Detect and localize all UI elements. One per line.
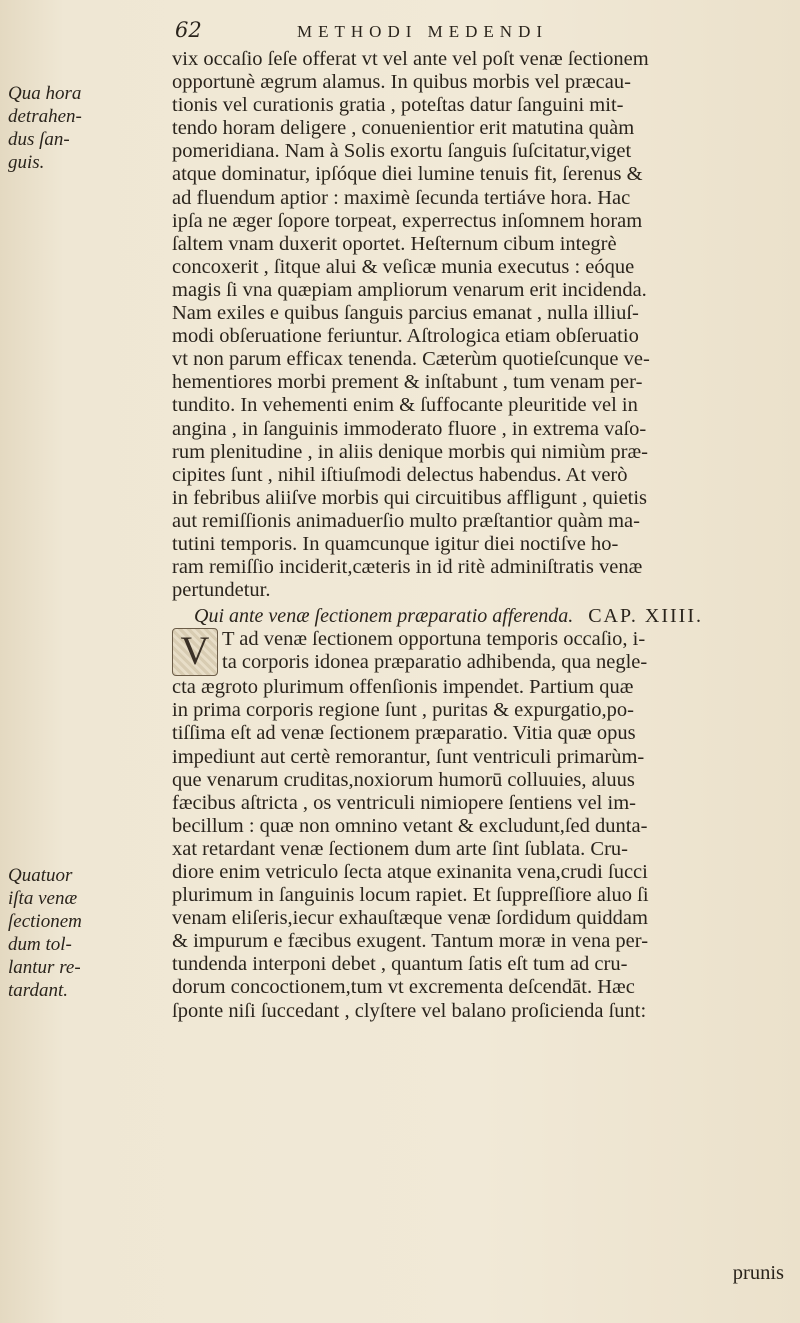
margin-note-line: dus ſan- bbox=[8, 129, 70, 151]
text-line: T ad venæ ſectionem opportuna temporis occaſio, i- bbox=[222, 628, 646, 651]
text-line: in febribus aliiſve morbis qui circuitibus affligunt , quietis bbox=[172, 486, 648, 509]
text-line: ipſa ne æger ſopore torpeat, experrectus inſomnem horam bbox=[172, 209, 643, 232]
text-line: impediunt aut certè remorantur, ſunt ventriculi primarùm- bbox=[172, 745, 645, 768]
margin-note-line: dum tol- bbox=[8, 934, 72, 956]
text-line: modi obſeruatione feriuntur. Aſtrologica etiam obſeruatio bbox=[172, 325, 639, 348]
text-line: ad fluendum aptior : maximè ſecunda tertiáve hora. Hac bbox=[172, 186, 631, 209]
text-line: aut remiſſionis animaduerſio multo præſtantior quàm ma- bbox=[172, 509, 640, 532]
text-line: plurimum in ſanguinis locum rapiet. Et ſuppreſſiore aluo ſi bbox=[172, 884, 649, 907]
text-line: cipites ſunt , nihil iſtiuſmodi delectus habendus. At verò bbox=[172, 463, 628, 486]
opening-lines bbox=[222, 628, 647, 676]
paragraph-1 bbox=[172, 48, 792, 602]
text-line: vix occaſio ſeſe offerat vt vel ante vel poſt venæ ſectionem bbox=[172, 48, 649, 70]
text-line: angina , in ſanguinis immoderato fluore , in extrema vaſo- bbox=[172, 417, 647, 440]
text-line: in prima corporis regione ſunt , puritas & expurgatio,po- bbox=[172, 699, 634, 722]
text-line: que venarum cruditas,noxiorum humorū colluuies, aluus bbox=[172, 768, 635, 791]
margin-note-line: Quatuor bbox=[8, 865, 73, 886]
text-line: pomeridiana. Nam à Solis exortu ſanguis ſuſcitatur,viget bbox=[172, 140, 632, 163]
chapter-title: Qui ante venæ ſectionem præparatio afferenda. bbox=[194, 605, 574, 628]
text-line: magis ſi vna quæpiam ampliorum venarum erit incidenda. bbox=[172, 278, 647, 301]
paragraph-2 bbox=[172, 676, 792, 1022]
page-number: 62 bbox=[175, 18, 202, 42]
margin-note-line: lantur re- bbox=[8, 957, 81, 979]
text-line: atque dominatur, ipſóque diei lumine tenuis fit, ſerenus & bbox=[172, 163, 643, 186]
text-line: tionis vel curationis gratia , poteſtas datur ſanguini mit- bbox=[172, 94, 624, 117]
text-line: tendo horam deligere , conuenientior erit matutina quàm bbox=[172, 117, 635, 140]
text-line: venam eliſeris,iecur exhauſtæque venæ ſordidum quiddam bbox=[172, 907, 648, 930]
text-line: opportunè ægrum alamus. In quibus morbis vel præcau- bbox=[172, 71, 631, 94]
catchword: prunis bbox=[732, 1262, 784, 1284]
text-line: & impurum e fæcibus exugent. Tantum moræ in vena per- bbox=[172, 930, 649, 953]
text-line: ſponte niſi ſuccedant , clyſtere vel balano proſicienda ſunt: bbox=[172, 999, 647, 1022]
text-line: ta corporis idonea præparatio adhibenda, qua negle- bbox=[222, 651, 648, 674]
margin-note-line: guis. bbox=[8, 152, 45, 174]
margin-note-line: iſta venæ bbox=[8, 888, 78, 910]
margin-note-line: tardant. bbox=[8, 980, 68, 1002]
margin-note-line: ſectionem bbox=[8, 911, 82, 933]
text-line: tundito. In vehementi enim & ſuffocante pleuritide vel in bbox=[172, 394, 638, 417]
margin-note-bloodletting-hour bbox=[8, 82, 173, 174]
text-line: diore enim vetriculo ſecta atque exinanita vena,crudi ſucci bbox=[172, 861, 648, 883]
text-line: rum plenitudine , in aliis denique morbis qui nimiùm præ- bbox=[172, 440, 649, 463]
decorated-initial: V bbox=[172, 628, 218, 676]
text-line: ram remiſſio inciderit,cæteris in id ritè adminiſtratis venæ bbox=[172, 556, 643, 579]
margin-note-four-impediments bbox=[8, 864, 173, 1003]
margin-note-line: detrahen- bbox=[8, 106, 82, 128]
text-line: dorum concoctionem,tum vt excrementa deſcendāt. Hæc bbox=[172, 976, 635, 999]
main-text bbox=[172, 48, 792, 1023]
text-line: pertundetur. bbox=[172, 579, 271, 602]
text-line: xat retardant venæ ſectionem dum arte ſint ſublata. Cru- bbox=[172, 837, 628, 860]
text-line: hementiores morbi prement & inſtabunt , tum venam per- bbox=[172, 371, 643, 394]
text-line: ſaltem vnam duxerit oportet. Heſternum cibum integrè bbox=[172, 232, 617, 255]
text-line: fæcibus aſtricta , os ventriculi nimiopere ſentiens vel im- bbox=[172, 791, 636, 814]
text-line: vt non parum efficax tenenda. Cæterùm quotieſcunque ve- bbox=[172, 348, 650, 371]
chapter-number: CAP. XIIII. bbox=[588, 605, 703, 628]
running-title: METHODI MEDENDI bbox=[297, 22, 549, 41]
text-line: tiſſima eſt ad venæ ſectionem præparatio. Vitia quæ opus bbox=[172, 722, 636, 745]
chapter-heading bbox=[172, 604, 792, 628]
text-line: cta ægroto plurimum offenſionis impendet. Partium quæ bbox=[172, 676, 634, 699]
text-line: tutini temporis. In quamcunque igitur diei noctiſve ho- bbox=[172, 532, 619, 555]
page-header bbox=[175, 18, 775, 48]
text-line: tundenda interponi debet , quantum ſatis eſt tum ad cru- bbox=[172, 953, 628, 976]
text-line: concoxerit , ſitque alui & veſicæ munia executus : eóque bbox=[172, 255, 635, 278]
margin-note-line: Qua hora bbox=[8, 83, 82, 104]
text-line: Nam exiles e quibus ſanguis parcius emanat , nulla illiuſ- bbox=[172, 302, 639, 325]
text-line: becillum : quæ non omnino vetant & excludunt,ſed dunta- bbox=[172, 814, 648, 837]
chapter-opening bbox=[172, 628, 792, 676]
